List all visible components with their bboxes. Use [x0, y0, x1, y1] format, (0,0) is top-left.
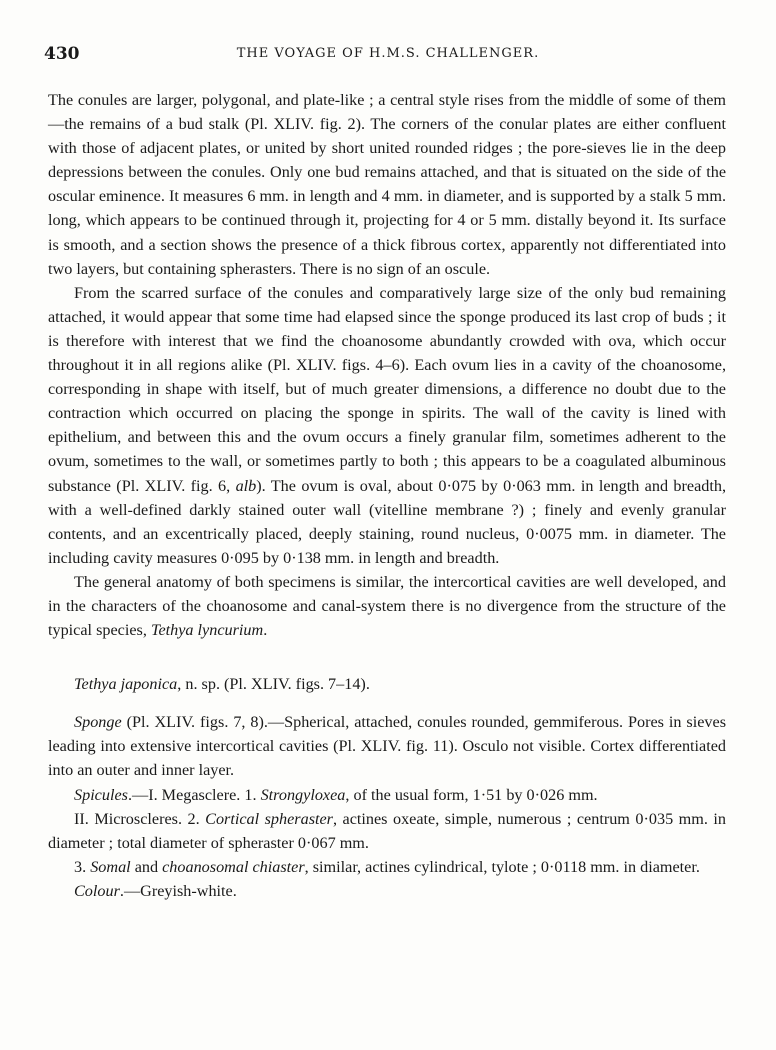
species-heading	[48, 672, 726, 696]
species-name: Tethya japonica	[74, 675, 178, 694]
spicules-line1-post: , of the usual form, 1·51 by 0·026 mm.	[345, 785, 598, 804]
paragraph-conules: The conules are larger, polygonal, and plate-like ; a central style rises from the middle of some of them—the remains of a bud stalk (Pl. XLIV. fig. 2). The corners of the conular plates are either confluent with those of adjacent plates, or united by short united rounded ridges ; the pore-sieves lie in the deep depressions between the conules. Only one bud remains attached, and that is situated on the side of the oscular eminence. It measures 6 mm. in length and 4 mm. in diameter, and is supported by a stalk 5 mm. long, which appears to be continued through it, projecting for 4 or 5 mm. distally beyond it. Its surface is smooth, and a section shows the presence of a thick fibrous cortex, apparently not differentiated into two layers, but containing spherasters. There is no sign of an oscule.	[48, 91, 726, 278]
spicules-line-1	[48, 783, 726, 807]
sponge-label: Sponge	[74, 713, 122, 732]
anatomy-text: The general anatomy of both specimens is similar, the intercortical cavities are well developed, and in the characters of the choanosome and canal-system there is no divergence from the structure of the typical species,	[48, 572, 726, 640]
spicule-term-strongyloxea: Strongyloxea	[260, 785, 346, 804]
sponge-text: (Pl. XLIV. figs. 7, 8).—Spherical, attached, conules rounded, gemmiferous. Pores in sieves leading into extensive intercortical cavities (Pl. XLIV. fig. 11). Osculo not visible. Cortex differentiated into an outer and inner layer.	[48, 713, 726, 780]
sponge-description	[48, 710, 726, 782]
species-ref: , n. sp. (Pl. XLIV. figs. 7–14).	[177, 675, 370, 694]
spicules-line-2	[48, 807, 726, 855]
page-body	[48, 88, 726, 903]
colour-line	[48, 879, 726, 903]
spicules-line2-post: , actines oxeate, simple, numerous ; centrum 0·035 mm. in diameter ; total diameter of spheraster 0·067 mm.	[48, 809, 727, 852]
colour-label: Colour	[74, 881, 120, 900]
spicules-label: Spicules	[74, 785, 128, 804]
paragraph-anatomy	[48, 570, 726, 642]
spicules-line3-mid: and	[130, 857, 163, 876]
spicule-term-somal: Somal	[90, 857, 131, 876]
running-title: THE VOYAGE OF H.M.S. CHALLENGER.	[236, 46, 540, 61]
spicules-line3-pre: 3.	[74, 857, 91, 876]
spicule-term-spheraster: Cortical spheraster	[205, 809, 333, 828]
anatomy-end: .	[263, 621, 268, 640]
colour-text: .—Greyish-white.	[119, 881, 237, 900]
page-number: 430	[44, 44, 80, 64]
spicules-line1-pre: .—I. Megasclere. 1.	[127, 785, 261, 804]
anatomy-species: Tethya lyncurium	[150, 621, 264, 640]
ova-italic: alb	[235, 476, 257, 495]
paragraph-ova	[48, 281, 726, 570]
spicules-line2-pre: II. Microscleres. 2.	[74, 809, 206, 828]
ova-text-2: ). The ovum is oval, about 0·075 by 0·063 mm. in length and breadth, with a well-defined darkly stained outer wall (vitelline membrane ?) ; finely and evenly granular contents, and an excentrically placed, deeply staining, round nucleus, 0·0075 mm. in diameter. The including cavity measures 0·095 by 0·138 mm. in length and breadth.	[48, 476, 726, 567]
spicules-line-3	[48, 855, 726, 879]
spicule-term-chiaster: choanosomal chiaster	[162, 857, 305, 876]
page-header	[0, 44, 776, 68]
spicules-line3-post: , similar, actines cylindrical, tylote ; 0·0118 mm. in diameter.	[304, 857, 700, 876]
ova-text-1: From the scarred surface of the conules and comparatively large size of the only bud remaining attached, it would appear that some time had elapsed since the sponge produced its last crop of buds ; it is therefore with interest that we find the choanosome abundantly crowded with ova, which occur throughout it in all regions alike (Pl. XLIV. figs. 4–6). Each ovum lies in a cavity of the choanosome, corresponding in shape with itself, but of much greater dimensions, a difference no doubt due to the contraction which occurred on placing the sponge in spirits. The wall of the cavity is lined with epithelium, and between this and the ovum occurs a finely granular film, sometimes adherent to the ovum, sometimes to the wall, or sometimes partly to both ; this appears to be a coagulated albuminous substance (Pl. XLIV. fig. 6,	[48, 283, 726, 495]
